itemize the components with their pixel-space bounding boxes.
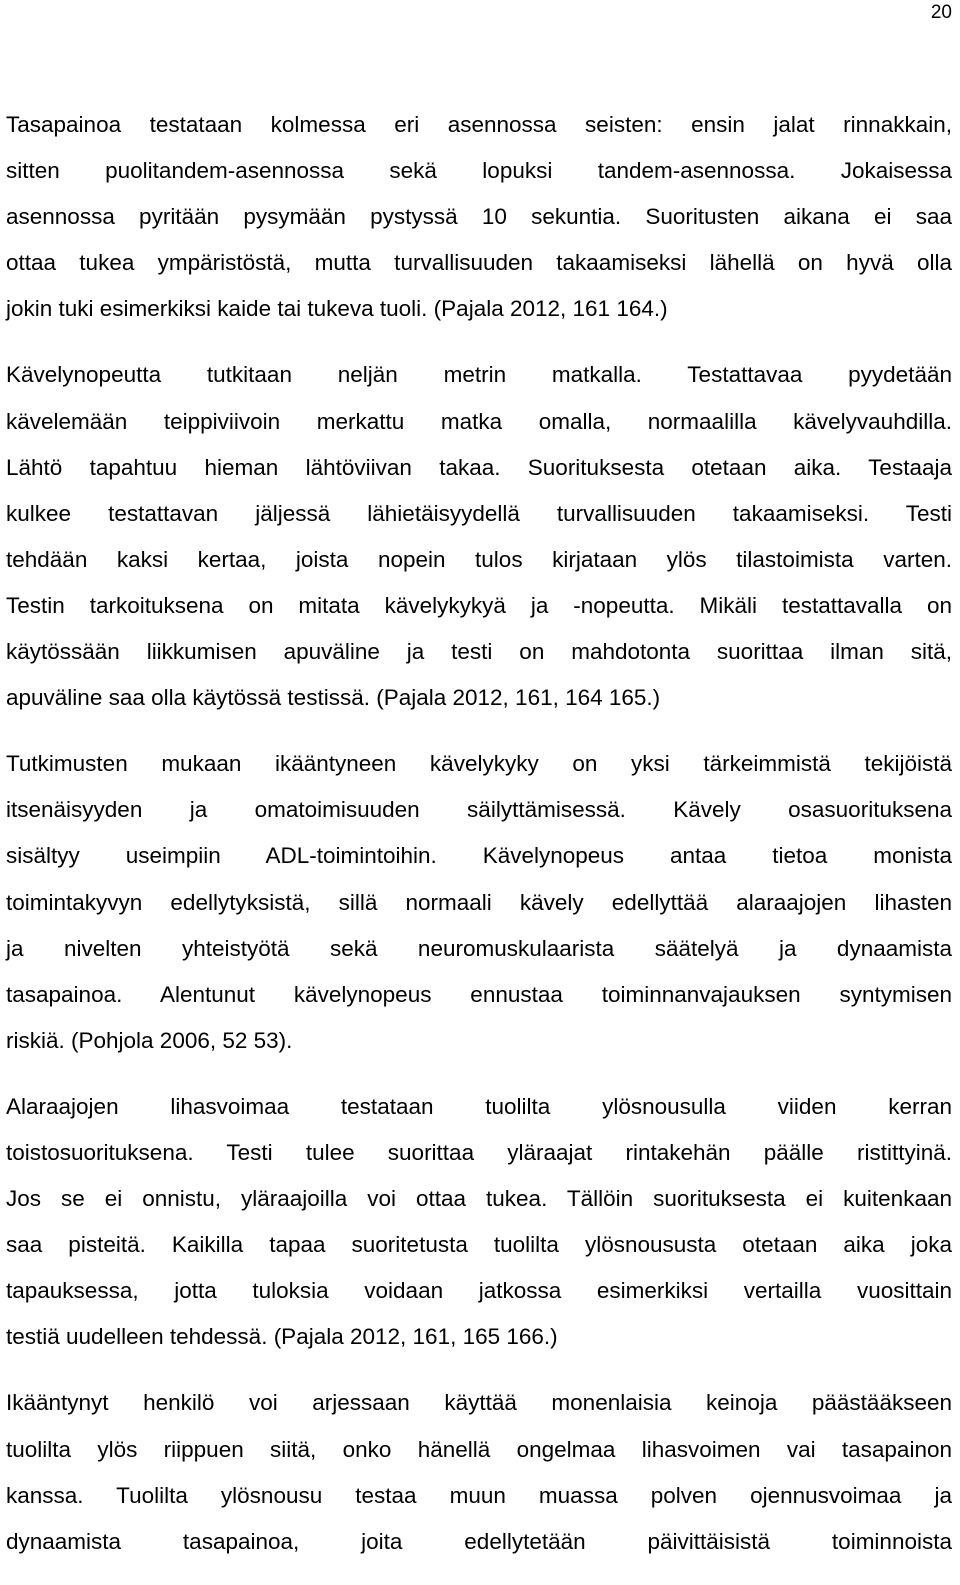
text-line: tuolilta ylös riippuen siitä, onko hänellä ongelmaa lihasvoimen vai tasapainon <box>6 1436 952 1462</box>
text-line: asennossa pyritään pysymään pystyssä 10 sekuntia. Suoritusten aikana ei saa <box>6 204 952 230</box>
text-line: Kävelynopeutta tutkitaan neljän metrin matkalla. Testattavaa pyydetään <box>6 362 952 388</box>
paragraph-walking-speed-test <box>6 352 952 721</box>
text-line: ottaa tukea ympäristöstä, mutta turvallisuuden takaamiseksi lähellä on hyvä olla <box>6 250 952 276</box>
text-line: Tutkimusten mukaan ikääntyneen kävelykyky on yksi tärkeimmistä tekijöistä <box>6 751 952 777</box>
text-line: kävelemään teippiviivoin merkattu matka omalla, normaalilla kävelyvauhdilla. <box>6 408 952 434</box>
text-line: itsenäisyyden ja omatoimisuuden säilyttämisessä. Kävely osasuorituksena <box>6 797 952 823</box>
text-line: toistosuorituksena. Testi tulee suorittaa yläraajat rintakehän päälle ristittyinä. <box>6 1139 952 1165</box>
document-body <box>6 102 952 1585</box>
text-line: Testin tarkoituksena on mitata kävelykykyä ja -nopeutta. Mikäli testattavalla on <box>6 592 952 618</box>
text-line: sisältyy useimpiin ADL-toimintoihin. Kävelynopeus antaa tietoa monista <box>6 843 952 869</box>
text-line: toimintakyvyn edellytyksistä, sillä normaali kävely edellyttää alaraajojen lihasten <box>6 889 952 915</box>
text-line: Lähtö tapahtuu hieman lähtöviivan takaa. Suorituksesta otetaan aika. Testaaja <box>6 454 952 480</box>
page-number: 20 <box>930 2 952 23</box>
text-line: riskiä. (Pohjola 2006, 52 53). <box>6 1027 293 1053</box>
text-line: tasapainoa. Alentunut kävelynopeus ennustaa toiminnanvajauksen syntymisen <box>6 981 952 1007</box>
text-line: jokin tuki esimerkiksi kaide tai tukeva tuoli. (Pajala 2012, 161 164.) <box>6 296 668 322</box>
text-line: tehdään kaksi kertaa, joista nopein tulos kirjataan ylös tilastoimista varten. <box>6 546 952 572</box>
paragraph-balance-test <box>6 102 952 332</box>
text-line: Tasapainoa testataan kolmessa eri asennossa seisten: ensin jalat rinnakkain, <box>6 112 952 137</box>
text-line: kanssa. Tuolilta ylösnousu testaa muun muassa polven ojennusvoimaa ja <box>6 1482 952 1508</box>
text-line: kulkee testattavan jäljessä lähietäisyydellä turvallisuuden takaamiseksi. Testi <box>6 500 952 526</box>
paragraph-chair-rise-strategies <box>6 1380 952 1564</box>
text-line: tapauksessa, jotta tuloksia voidaan jatkossa esimerkiksi vertailla vuosittain <box>6 1278 952 1304</box>
text-line: testiä uudelleen tehdessä. (Pajala 2012, 161, 165 166.) <box>6 1324 558 1350</box>
text-line: saa pisteitä. Kaikilla tapaa suoritetusta tuolilta ylösnoususta otetaan aika joka <box>6 1232 952 1258</box>
paragraph-walking-ability-research <box>6 741 952 1064</box>
text-line: käytössään liikkumisen apuväline ja testi on mahdotonta suorittaa ilman sitä, <box>6 639 952 665</box>
text-line: dynaamista tasapainoa, joita edellytetään päivittäisistä toiminnoista <box>6 1528 952 1554</box>
text-line: Alaraajojen lihasvoimaa testataan tuolilta ylösnousulla viiden kerran <box>6 1093 952 1119</box>
text-line: ja nivelten yhteistyötä sekä neuromuskulaarista säätelyä ja dynaamista <box>6 935 952 961</box>
text-line: Ikääntynyt henkilö voi arjessaan käyttää monenlaisia keinoja päästääkseen <box>6 1390 952 1416</box>
text-line: sitten puolitandem-asennossa sekä lopuksi tandem-asennossa. Jokaisessa <box>6 158 952 184</box>
text-line: Jos se ei onnistu, yläraajoilla voi ottaa tukea. Tällöin suorituksesta ei kuitenkaan <box>6 1186 952 1212</box>
text-line: apuväline saa olla käytössä testissä. (Pajala 2012, 161, 164 165.) <box>6 685 661 711</box>
paragraph-leg-strength-test <box>6 1084 952 1361</box>
